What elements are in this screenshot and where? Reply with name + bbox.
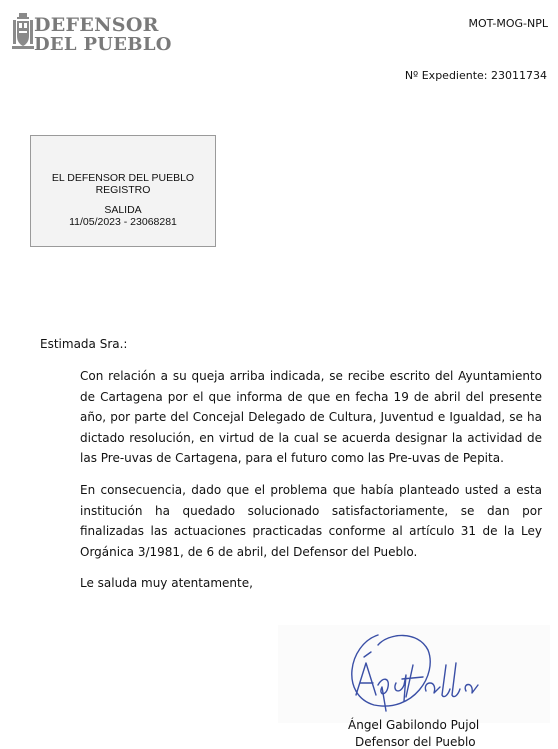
stamp-registry: REGISTRO (95, 184, 151, 196)
signature-area (278, 625, 550, 723)
file-number: Nº Expediente: 23011734 (404, 69, 547, 82)
stamp-date-number: 11/05/2023 - 23068281 (69, 216, 177, 228)
coat-of-arms-icon (12, 12, 34, 52)
logo-wordmark-line2: DEL PUEBLO (34, 34, 172, 55)
institution-logo (12, 12, 172, 55)
stamp-direction: SALIDA (104, 204, 142, 216)
stamp-institution: EL DEFENSOR DEL PUEBLO (51, 172, 195, 184)
reference-code: MOT-MOG-NPL (468, 17, 548, 30)
registry-stamp (30, 135, 216, 247)
body-paragraph-1: Con relación a su queja arriba indicada, se recibe escrito del Ayuntamiento de Cartagena por el que informa de que en fecha 19 de abril del presente año, por parte del Concejal Delegado de Cultura, Juventud e Igualdad, se ha dictado resolución, en virtud de la cual se acuerda designar la actividad de las Pre-uvas de Cartagena, para el futuro como las Pre-uvas de Pepita. (80, 369, 542, 465)
body-paragraph-2: En consecuencia, dado que el problema que había planteado usted a esta institución ha quedado solucionado satisfactoriamente, se dan por finalizadas las actuaciones practicadas conforme al artículo 31 de la Ley Orgánica 3/1981, de 6 de abril, del Defensor del Pueblo. (80, 483, 542, 559)
salutation: Estimada Sra.: (40, 337, 128, 351)
handwritten-signature (278, 625, 550, 723)
signer-name: Ángel Gabilondo Pujol (348, 718, 480, 732)
closing-line: Le saluda muy atentamente, (80, 576, 253, 590)
signer-title: Defensor del Pueblo (355, 735, 476, 749)
logo-wordmark-line1: DEFENSOR (34, 14, 159, 36)
